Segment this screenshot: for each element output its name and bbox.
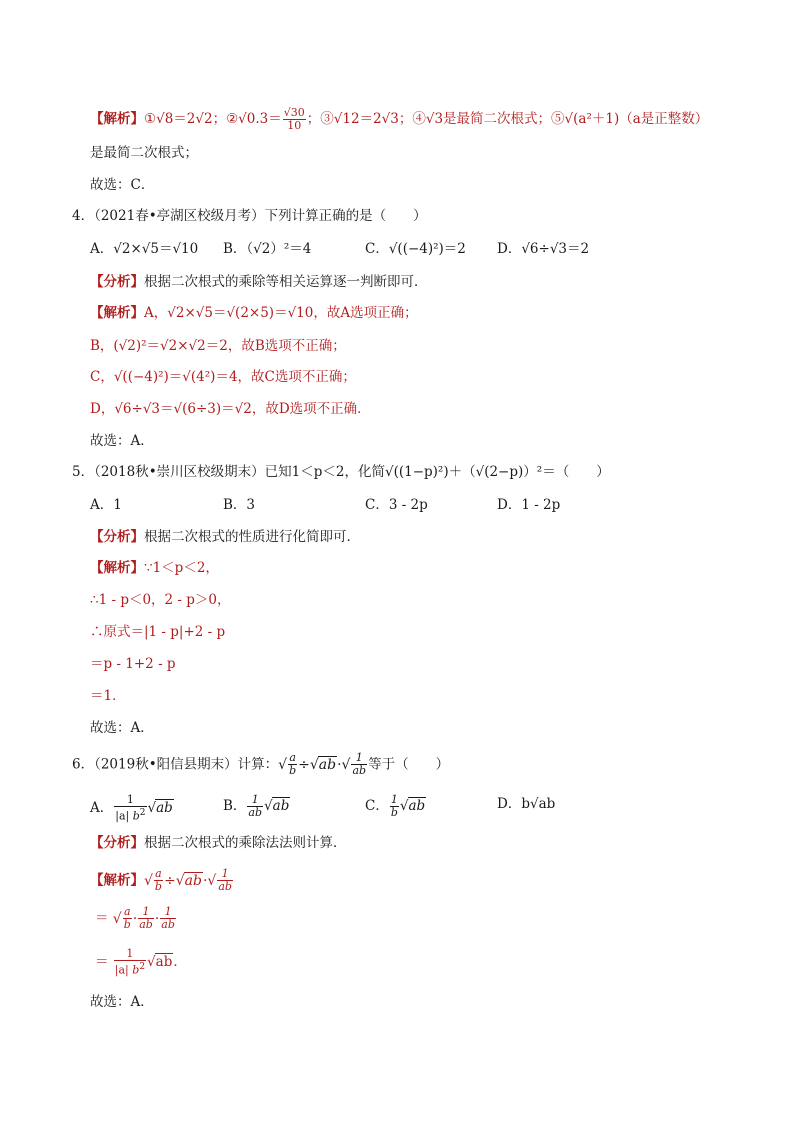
solution-step-1: ∵1＜p＜2， [144, 560, 219, 576]
q6-stem-post: 等于（ ） [368, 756, 450, 773]
q6-solution-1 [90, 868, 234, 893]
item-1: ①√8＝2√2； [144, 111, 227, 127]
analysis-tag: 【分析】 [90, 274, 144, 290]
q4-option-d: D．√6÷√3＝2 [497, 241, 590, 257]
q4-stem: 4．（2021春•亭湖区校级月考）下列计算正确的是（ ） [72, 208, 427, 224]
q6-stem-pre: 6．（2019秋•阳信县期末）计算： [72, 756, 279, 773]
q5-stem: 5．（2018秋•崇川区校级期末）已知1＜p＜2，化简√((1−p)²)＋（√(2−p)）²＝（ ） [72, 464, 610, 480]
q6-option-a: A． $\frac{1}{|a| b^2}$ √ab [90, 793, 173, 823]
q6-option-c: C． $\frac{1}{b}$ √ab [365, 793, 426, 819]
q6-solution-2: ＝ √ $\frac{a}{b}$ · $\frac{1}{ab}$ · $\frac{1}{ab}$ [95, 905, 175, 931]
q4-answer: 故选：A． [90, 433, 154, 449]
analysis-text: 根据二次根式的乘除等相关运算逐一判断即可． [144, 274, 428, 290]
q4-option-a: A．√2×√5＝√10 [90, 241, 199, 257]
q5-solution-2: ∴1 - p＜0，2 - p＞0， [90, 592, 231, 608]
analysis-tag: 【解析】 [90, 111, 144, 127]
q6-solution-expression: √ $\frac{a}{b}$ ÷√ab·√ $\frac{1}{ab}$ [144, 867, 232, 893]
item-2-pre: ②√0.3＝ [226, 111, 282, 127]
q5-option-d: D．1 - 2p [497, 497, 561, 513]
q6-expression: √ $\frac{a}{b}$ ÷√ab·√ $\frac{1}{ab}$ [278, 751, 367, 777]
q3-answer: 故选：C． [90, 177, 155, 193]
item-4: ④√3是最简二次根式； [412, 111, 552, 127]
q6-solution-3: ＝ $\frac{1}{|a| b^2}$ √ab． [95, 947, 187, 977]
item-3: ③√12＝2√3； [320, 111, 413, 127]
q6-stem [72, 752, 449, 777]
q4-option-b: B．（√2）²＝4 [223, 241, 312, 257]
analysis-tag: 【分析】 [90, 529, 144, 545]
q3-analysis-line-2: 是最简二次根式； [90, 145, 198, 161]
q6-answer: 故选：A． [90, 994, 154, 1010]
q5-answer: 故选：A． [90, 720, 154, 736]
q5-solution-1 [90, 558, 219, 578]
q5-solution-4: ＝p - 1+2 - p [90, 656, 176, 672]
item-2-post: ； [306, 111, 321, 127]
solution-tag: 【解析】 [90, 305, 144, 321]
item-5: ⑤√(a²＋1)（a是正整数） [551, 111, 709, 127]
q4-solution-b: B，(√2)²＝√2×√2＝2，故B选项不正确； [90, 338, 346, 354]
analysis-text: 根据二次根式的乘除法法则计算． [144, 835, 347, 851]
q5-option-b: B．3 [223, 497, 256, 513]
q4-solution-a [90, 303, 418, 323]
q5-option-c: C．3 - 2p [365, 497, 428, 513]
q4-solution-d: D，√6÷√3＝√(6÷3)＝√2，故D选项不正确． [90, 401, 371, 417]
q4-option-c: C．√((−4)²)＝2 [365, 241, 466, 257]
analysis-tag: 【分析】 [90, 835, 144, 851]
q5-analysis [90, 527, 360, 547]
q6-option-b: B． $\frac{1}{ab}$ √ab [223, 793, 290, 819]
q3-analysis-line [90, 107, 708, 132]
solution-tag: 【解析】 [90, 872, 144, 889]
q5-solution-3: ∴原式＝|1 - p|+2 - p [90, 624, 226, 640]
solution-a-text: A，√2×√5＝√(2×5)＝√10，故A选项正确； [144, 305, 418, 321]
q4-analysis [90, 272, 428, 292]
q5-solution-5: ＝1． [90, 688, 126, 704]
q6-option-d: D．b√ab [497, 796, 556, 812]
q5-option-a: A．1 [90, 497, 122, 513]
solution-tag: 【解析】 [90, 560, 144, 576]
item-2-fraction: $\frac{√30}{10}$ [283, 106, 305, 132]
analysis-text: 根据二次根式的性质进行化简即可． [144, 529, 360, 545]
q4-solution-c: C，√((−4)²)＝√(4²)＝4，故C选项不正确； [90, 369, 356, 385]
q6-analysis [90, 833, 347, 853]
